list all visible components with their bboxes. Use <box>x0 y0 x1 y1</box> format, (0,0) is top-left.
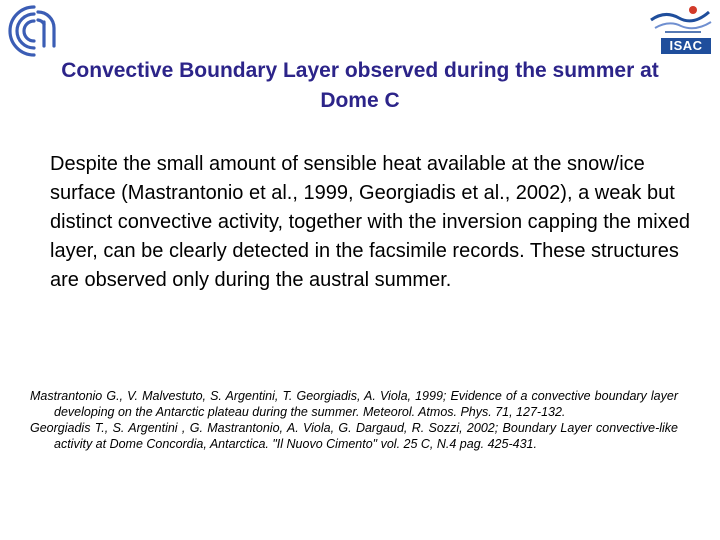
body-paragraph: Despite the small amount of sensible heat available at the snow/ice surface (Mastrantonio et al., 1999, Georgiadis et al., 2002), a weak but distinct convective activity, together with the inversion capping the mixed layer, can be clearly detected in the facsimile records. These structures are observed only during the austral summer. <box>50 153 690 291</box>
page-title: Convective Boundary Layer observed during the summer at Dome C <box>61 59 659 112</box>
references <box>30 388 678 452</box>
cnr-logo <box>4 2 62 60</box>
isac-logo-text: ISAC <box>661 38 711 54</box>
reference-item: Georgiadis T., S. Argentini , G. Mastrantonio, A. Viola, G. Dargaud, R. Sozzi, 2002; Boundary Layer convective-like activity at Dome Concordia, Antarctica. "Il Nuovo Cimento" vol. 25 C, N.4 pag. 425-431. <box>30 421 678 451</box>
reference-item: Mastrantonio G., V. Malvestuto, S. Argentini, T. Georgiadis, A. Viola, 1999; Evidence of a convective boundary layer developing on the Antarctic plateau during the summer. Meteorol. Atmos. Phys. 71, 127-132. <box>30 389 678 419</box>
